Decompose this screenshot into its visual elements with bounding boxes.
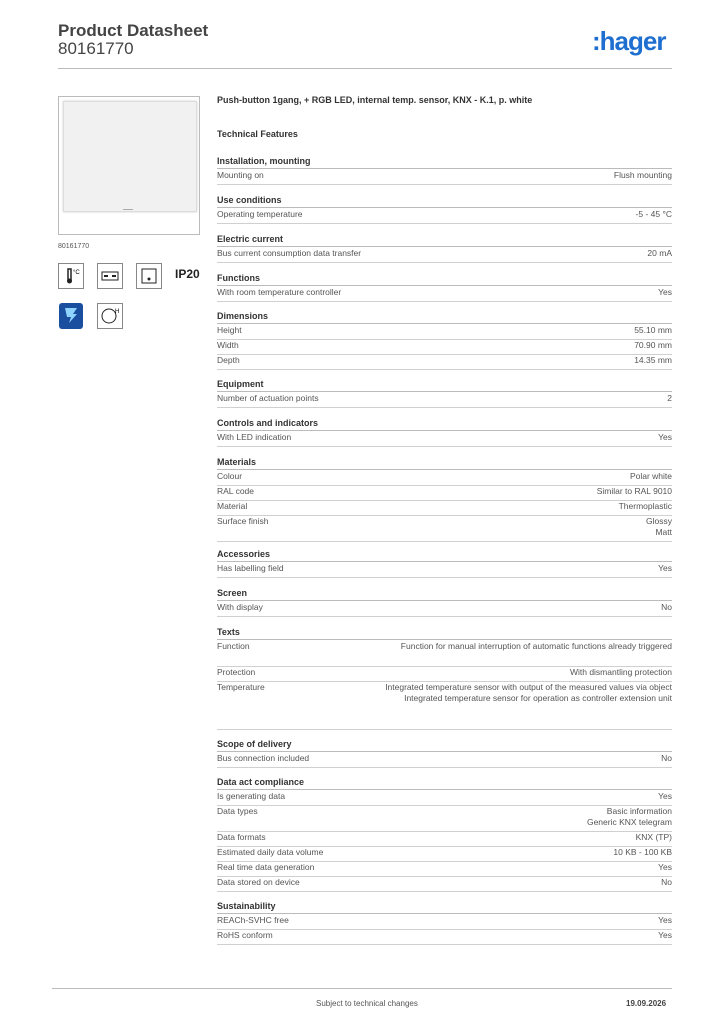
hager-logo: :hager — [592, 26, 666, 56]
spec-row — [217, 170, 672, 185]
spec-row — [217, 915, 672, 930]
spec-label: REACh-SVHC free — [217, 915, 289, 925]
spec-value: 55.10 mm — [634, 325, 672, 335]
svg-text:°C: °C — [73, 270, 80, 276]
section-title: Electric current — [217, 233, 672, 247]
spec-row — [217, 877, 672, 892]
spec-value: Yes — [658, 563, 672, 573]
spec-label: With LED indication — [217, 432, 292, 442]
spec-value: Yes — [658, 915, 672, 925]
spec-label: Bus connection included — [217, 753, 310, 763]
footer-date: 19.09.2026 — [626, 999, 667, 1008]
section-title: Installation, mounting — [217, 155, 672, 169]
section-title: Texts — [217, 626, 672, 640]
spec-value: Glossy Matt — [646, 516, 672, 537]
spec-label: Estimated daily data volume — [217, 847, 324, 857]
spec-row — [217, 832, 672, 847]
spec-label: Mounting on — [217, 170, 264, 180]
spec-value: Yes — [658, 287, 672, 297]
spec-label: Is generating data — [217, 791, 286, 801]
spec-value: 70.90 mm — [634, 340, 672, 350]
spec-value: Flush mounting — [613, 170, 672, 180]
spec-label: Colour — [217, 471, 243, 481]
spec-row — [217, 355, 672, 370]
spec-label: Width — [217, 340, 239, 350]
spec-label: Number of actuation points — [217, 393, 319, 403]
spec-row — [217, 602, 672, 617]
spec-label: Surface finish — [217, 516, 269, 526]
spec-row — [217, 753, 672, 768]
footer-note: Subject to technical changes — [316, 999, 418, 1008]
spec-value: Yes — [658, 432, 672, 442]
knx-logo-icon — [58, 303, 84, 329]
spec-row — [217, 516, 672, 542]
spec-row — [217, 501, 672, 516]
spec-label: Has labelling field — [217, 563, 284, 573]
spec-label: Temperature — [217, 682, 265, 692]
spec-value: Yes — [658, 862, 672, 872]
section-title: Equipment — [217, 378, 672, 392]
product-number: 80161770 — [58, 39, 134, 58]
push-button-icon — [97, 263, 123, 289]
spec-value: 14.35 mm — [634, 355, 672, 365]
spec-value: With dismantling protection — [569, 667, 672, 677]
section-title: Scope of delivery — [217, 738, 672, 752]
svg-text:H: H — [115, 309, 120, 315]
spec-row — [217, 641, 672, 667]
spec-row — [217, 862, 672, 877]
spec-value: No — [661, 753, 672, 763]
spec-row — [217, 340, 672, 355]
spec-row — [217, 393, 672, 408]
spec-value: Yes — [658, 930, 672, 940]
spec-label: Operating temperature — [217, 209, 303, 219]
product-description: Push-button 1gang, + RGB LED, internal temp. sensor, KNX - K.1, p. white — [217, 95, 533, 105]
section-title: Screen — [217, 587, 672, 601]
spec-label: With room temperature controller — [217, 287, 342, 297]
header-divider — [58, 68, 672, 69]
spec-label: Protection — [217, 667, 256, 677]
mounting-icon — [97, 303, 123, 329]
technical-features-heading: Technical Features — [217, 129, 298, 139]
product-image — [58, 96, 200, 235]
section-title: Data act compliance — [217, 776, 672, 790]
spec-row — [217, 930, 672, 945]
section-title: Sustainability — [217, 900, 672, 914]
ip-rating-badge: IP20 — [175, 267, 200, 281]
spec-label: Data formats — [217, 832, 266, 842]
spec-row — [217, 248, 672, 263]
spec-row — [217, 667, 672, 682]
section-title: Controls and indicators — [217, 417, 672, 431]
spec-value: 20 mA — [647, 248, 672, 258]
spec-row — [217, 806, 672, 832]
spec-value: Polar white — [629, 471, 672, 481]
spec-label: RoHS conform — [217, 930, 273, 940]
section-title: Dimensions — [217, 310, 672, 324]
spec-value: Thermoplastic — [618, 501, 672, 511]
image-caption: 80161770 — [58, 243, 90, 250]
spec-label: With display — [217, 602, 263, 612]
spec-row — [217, 432, 672, 447]
spec-row — [217, 471, 672, 486]
spec-row — [217, 682, 672, 730]
spec-row — [217, 791, 672, 806]
footer-divider — [52, 988, 672, 989]
spec-value: -5 - 45 °C — [635, 209, 672, 219]
spec-value: Yes — [658, 791, 672, 801]
spec-label: Function — [217, 641, 250, 651]
spec-value: Similar to RAL 9010 — [596, 486, 672, 496]
spec-value: No — [661, 602, 672, 612]
spec-value: KNX (TP) — [635, 832, 672, 842]
spec-label: RAL code — [217, 486, 255, 496]
spec-value: Integrated temperature sensor with output of the measured values via object Integrated temperature sensor for operation as controller extension unit — [385, 682, 672, 703]
spec-row — [217, 486, 672, 501]
spec-row — [217, 209, 672, 224]
spec-value: 10 KB - 100 KB — [613, 847, 672, 857]
temperature-icon — [58, 263, 84, 289]
spec-label: Depth — [217, 355, 240, 365]
spec-row — [217, 287, 672, 302]
spec-value: Function for manual interruption of automatic functions already triggered — [400, 641, 672, 651]
spec-label: Real time data generation — [217, 862, 315, 872]
spec-label: Data stored on device — [217, 877, 300, 887]
section-title: Accessories — [217, 548, 672, 562]
spec-row — [217, 325, 672, 340]
spec-row — [217, 563, 672, 578]
spec-value: No — [661, 877, 672, 887]
section-title: Use conditions — [217, 194, 672, 208]
spec-label: Height — [217, 325, 242, 335]
spec-value: Basic information Generic KNX telegram — [586, 806, 672, 827]
device-icon — [136, 263, 162, 289]
spec-row — [217, 847, 672, 862]
section-title: Materials — [217, 456, 672, 470]
spec-label: Bus current consumption data transfer — [217, 248, 362, 258]
page-title: Product Datasheet — [58, 21, 209, 40]
spec-label: Material — [217, 501, 248, 511]
spec-value: 2 — [667, 393, 672, 403]
spec-label: Data types — [217, 806, 258, 816]
section-title: Functions — [217, 272, 672, 286]
